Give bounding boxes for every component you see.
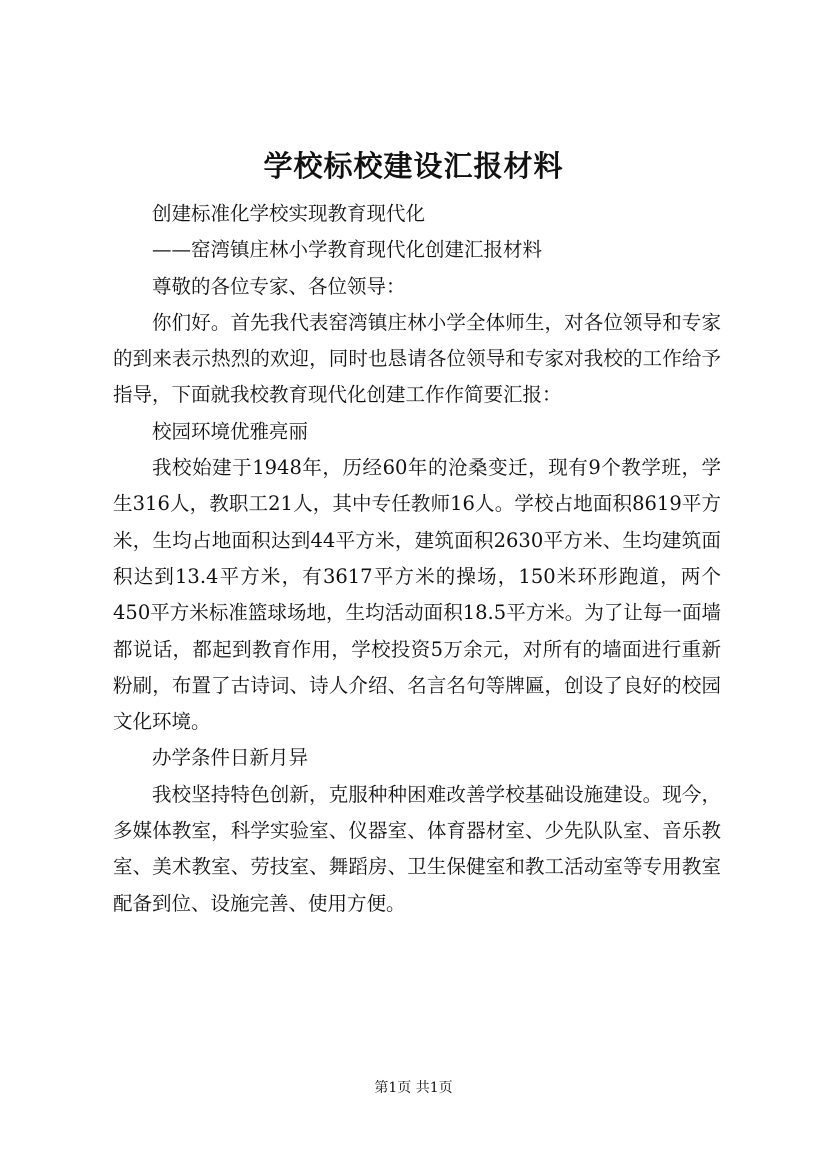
conditions-paragraph: 我校坚持特色创新，克服种种困难改善学校基础设施建设。现今，多媒体教室，科学实验室、仪器室、体育器材室、少先队队室、音乐教室、美术教室、劳技室、舞蹈房、卫生保健室和教工活动室等专用教室配备到位、设施完善、使用方便。: [113, 782, 721, 915]
page-number-label: 第1页 共1页: [374, 1080, 453, 1096]
subtitle-paragraph: 创建标准化学校实现教育现代化: [152, 202, 426, 225]
section-heading-environment: 校园环境优雅亮丽: [152, 419, 309, 443]
page-footer: [0, 1078, 827, 1098]
document-body: [113, 196, 721, 922]
environment-paragraph: 我校始建于1948年，历经60年的沧桑变迁，现有9个教学班，学生316人，教职工21人，其中专任教师16人。学校占地面积8619平方米，生均占地面积达到44平方米，建筑面积2630平方米、生均建筑面积达到13.4平方米，有3617平方米的操场，150米环形跑道，两个450平方米标准篮球场地，生均活动面积18.5平方米。为了让每一面墙都说话，都起到教育作用，学校投资5万余元，对所有的墙面进行重新粉刷，布置了古诗词、诗人介绍、名言名句等牌匾，创设了良好的校园文化环境。: [113, 456, 721, 734]
salutation-paragraph: 尊敬的各位专家、各位领导：: [152, 274, 406, 298]
document-title: 学校标校建设汇报材料: [263, 149, 564, 183]
sub-subtitle-paragraph: ——窑湾镇庄林小学教育现代化创建汇报材料: [152, 238, 543, 262]
section-heading-conditions: 办学条件日新月异: [152, 746, 309, 770]
intro-paragraph: 你们好。首先我代表窑湾镇庄林小学全体师生，对各位领导和专家的到来表示热烈的欢迎，同时也恳请各位领导和专家对我校的工作给予指导，下面就我校教育现代化创建工作作简要汇报：: [113, 310, 721, 407]
